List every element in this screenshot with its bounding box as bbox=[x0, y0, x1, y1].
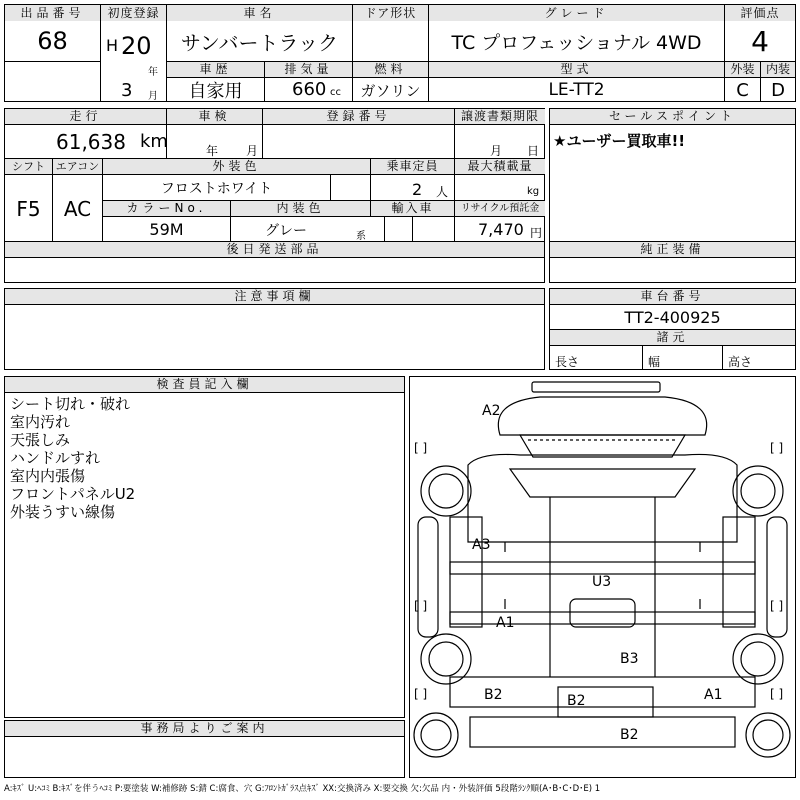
model: LE-TT2 bbox=[548, 80, 605, 100]
score: 4 bbox=[751, 24, 769, 58]
mileage: 61,638 bbox=[56, 130, 126, 154]
sales-label: セールスポイント bbox=[550, 109, 795, 124]
door-label: ドア形状 bbox=[353, 5, 428, 21]
equip-label: 純正装備 bbox=[550, 242, 795, 257]
inspection-label: 車検 bbox=[167, 109, 262, 124]
model-label: 型式 bbox=[429, 62, 724, 77]
import-label: 輸入車 bbox=[371, 201, 454, 216]
caution-label: 注意事項欄 bbox=[5, 289, 544, 304]
grade: TC プロフェッショナル 4WD bbox=[451, 31, 702, 54]
bracket-mid-right: [ ] bbox=[770, 599, 784, 613]
bracket-rear-left: [ ] bbox=[414, 687, 428, 701]
car-name: サンバートラック bbox=[180, 30, 339, 55]
insp-year-unit: 年 bbox=[206, 144, 219, 158]
reg-month: 3 bbox=[121, 80, 133, 101]
recycle-label: リサイクル預託金 bbox=[455, 201, 545, 216]
exterior-color: フロストホワイト bbox=[160, 180, 273, 197]
inspector-note: 室内内張傷 bbox=[10, 467, 86, 485]
colorno-label: カラーNo. bbox=[103, 201, 230, 216]
grade-label: グレード bbox=[429, 5, 724, 21]
mileage-unit: km bbox=[140, 131, 168, 152]
load-label: 最大積載量 bbox=[455, 159, 545, 174]
shift-label: シフト bbox=[5, 159, 52, 174]
inspector-note: 室内汚れ bbox=[10, 413, 71, 431]
inspector-note: フロントパネルU2 bbox=[10, 485, 136, 503]
spec-width: 幅 bbox=[648, 355, 661, 369]
regno-label: 登録番号 bbox=[263, 109, 454, 124]
capacity: 2 bbox=[412, 180, 423, 199]
mileage-label: 走行 bbox=[5, 109, 166, 124]
color-label: 外装色 bbox=[103, 159, 370, 174]
history-label: 車歴 bbox=[167, 62, 264, 77]
bracket-front-right: [ ] bbox=[770, 441, 784, 455]
transfer-label: 譲渡書類期限 bbox=[455, 109, 545, 124]
displacement: 660 bbox=[292, 79, 327, 100]
history: 自家用 bbox=[188, 81, 243, 102]
door-type bbox=[353, 21, 428, 61]
spec-label: 諸元 bbox=[550, 330, 795, 345]
ext-grade: C bbox=[736, 79, 749, 101]
insp-month-unit: 月 bbox=[246, 144, 259, 158]
inspector-note: シート切れ・破れ bbox=[10, 395, 131, 413]
displacement-label: 排気量 bbox=[265, 62, 352, 77]
capacity-unit: 人 bbox=[436, 185, 449, 199]
fuel-label: 燃料 bbox=[353, 62, 428, 77]
damage-mark-a1-right: A1 bbox=[704, 687, 723, 703]
int-grade: D bbox=[771, 79, 785, 101]
inspector-note: 外装うすい線傷 bbox=[10, 503, 116, 521]
lot-no-label: 出品番号 bbox=[5, 5, 100, 21]
damage-mark-b2-center: B2 bbox=[567, 693, 586, 709]
bracket-mid-left: [ ] bbox=[414, 599, 428, 613]
ac-label: エアコン bbox=[53, 159, 102, 174]
inspector-note: ハンドルすれ bbox=[10, 449, 101, 467]
transfer-month-unit: 月 bbox=[490, 144, 503, 158]
car-name-label: 車名 bbox=[167, 5, 352, 21]
spec-length: 長さ bbox=[555, 355, 580, 369]
later-parts-label: 後日発送部品 bbox=[5, 242, 544, 257]
fuel: ガソリン bbox=[360, 81, 421, 100]
damage-mark-a1-center: A1 bbox=[496, 615, 515, 631]
score-label: 評価点 bbox=[725, 5, 795, 21]
recycle-unit: 円 bbox=[530, 226, 543, 240]
era: H bbox=[106, 36, 119, 55]
legend: A:ｷｽﾞ U:ﾍｺﾐ B:ｷｽﾞを伴うﾍｺﾐ P:要塗装 W:補修跡 S:錆 C:腐食、穴 G:ﾌﾛﾝﾄｶﾞﾗｽ点ｷｽﾞ XX:交換済み X:要交換 欠:欠品 内・外装評価 5段階ﾗﾝｸ順(A･B･C･D･E) 1 bbox=[4, 784, 601, 794]
color-number: 59M bbox=[149, 220, 184, 239]
damage-diagram bbox=[409, 376, 796, 778]
damage-mark-b2-bottom: B2 bbox=[620, 727, 639, 743]
transfer-day-unit: 日 bbox=[527, 144, 540, 158]
capacity-label: 乗車定員 bbox=[371, 159, 454, 174]
chassis-label: 車台番号 bbox=[550, 289, 795, 304]
interior-color: グレー bbox=[265, 222, 307, 239]
reg-year: 20 bbox=[121, 32, 152, 60]
office-label: 事務局よりご案内 bbox=[5, 721, 404, 736]
damage-mark-b2-left: B2 bbox=[484, 687, 503, 703]
spec-height: 高さ bbox=[728, 355, 753, 369]
year-unit: 年 bbox=[148, 67, 158, 78]
ac: AC bbox=[63, 196, 92, 221]
lot-no: 68 bbox=[37, 27, 68, 55]
recycle-fee: 7,470 bbox=[478, 220, 524, 239]
intcolor-label: 内装色 bbox=[231, 201, 370, 216]
damage-mark-b3: B3 bbox=[620, 651, 639, 667]
inspector-label: 検査員記入欄 bbox=[5, 377, 404, 392]
damage-mark-u3: U3 bbox=[592, 574, 612, 590]
ext-label: 外装 bbox=[725, 62, 760, 77]
damage-mark-a3: A3 bbox=[472, 537, 491, 553]
intcolor-unit: 系 bbox=[356, 231, 366, 242]
displacement-unit: cc bbox=[330, 87, 341, 98]
shift: F5 bbox=[16, 196, 41, 221]
chassis-number: TT2-400925 bbox=[624, 307, 721, 327]
bracket-front-left: [ ] bbox=[414, 441, 428, 455]
bracket-rear-right: [ ] bbox=[770, 687, 784, 701]
first-reg-label: 初度登録 bbox=[101, 5, 166, 21]
sales-point-block bbox=[549, 108, 796, 242]
inspector-note: 天張しみ bbox=[10, 431, 71, 449]
int-label: 内装 bbox=[761, 62, 795, 77]
sales-point: ★ユーザー買取車!! bbox=[553, 132, 686, 150]
month-unit: 月 bbox=[148, 91, 158, 102]
load-unit: kg bbox=[527, 186, 540, 197]
damage-mark-a2: A2 bbox=[482, 403, 501, 419]
inspector-notes bbox=[10, 395, 400, 521]
